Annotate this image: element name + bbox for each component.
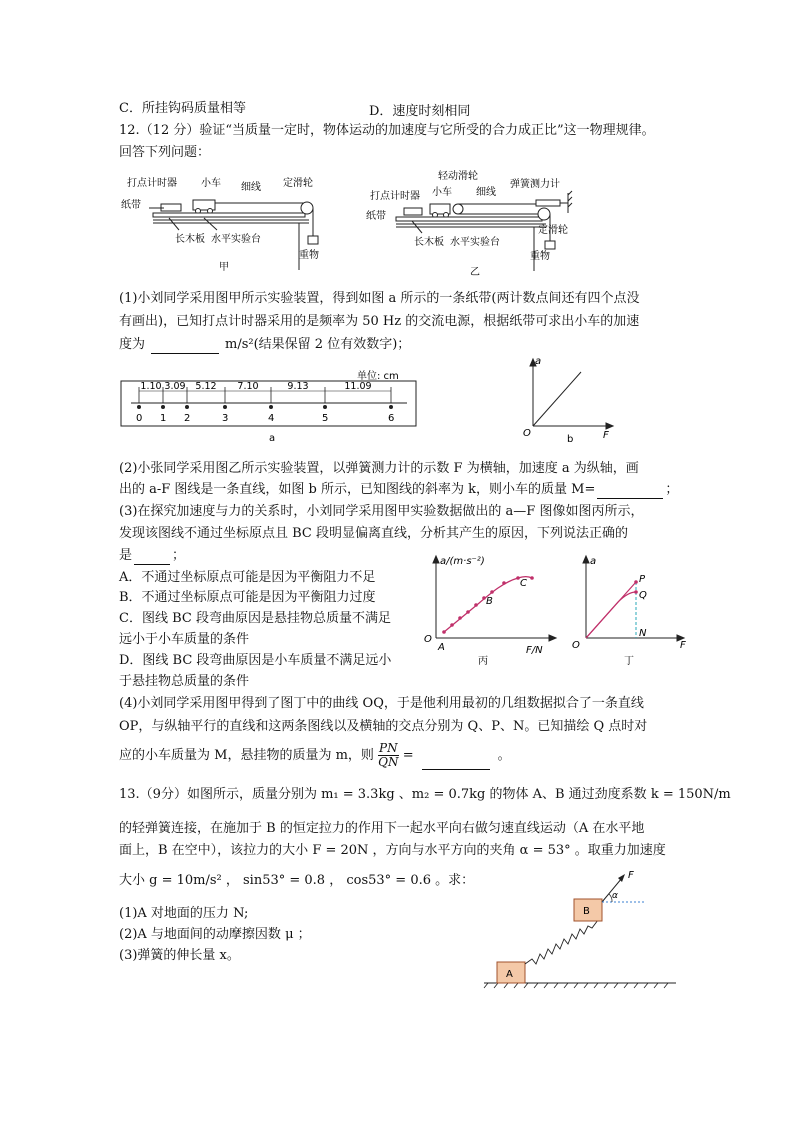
q13-item-2: (2)A 与地面间的动摩擦因数 μ ；: [119, 927, 311, 942]
yi-caption: 乙: [470, 267, 480, 278]
graph-b-origin: O: [523, 428, 531, 439]
q12-p1-answer-blank[interactable]: [151, 353, 219, 354]
q12-p4-line1: (4)小刘同学采用图甲得到了图丁中的曲线 OQ，于是他利用最初的几组数据拟合了一条直线: [119, 696, 644, 711]
tape-segment-value: 5.12: [195, 381, 217, 392]
graph-ding-point-p: P: [639, 574, 646, 585]
yi-board-label: 长木板: [414, 237, 444, 248]
q13-line4: 大小 g = 10m/s² ， sin53° = 0.8 ， cos53° = 0.6 。求：: [119, 873, 475, 888]
jia-string-label: 细线: [241, 182, 261, 193]
q12-p3-option-a: A．不通过坐标原点可能是因为平衡阻力不足: [119, 570, 376, 585]
q12-p1-line1: (1)小刘同学采用图甲所示实验装置，得到如图 a 所示的一条纸带(两计数点间还有四个点没: [119, 291, 640, 306]
q12-p4-line3: [119, 742, 511, 770]
tape-segment-value: 3.09: [164, 381, 186, 392]
q12-p2-line1: (2)小张同学采用图乙所示实验装置，以弹簧测力计的示数 F 为横轴，加速度 a 为纵轴，画: [119, 461, 639, 476]
q13-figure: [482, 866, 682, 990]
graph-bing-point-a: A: [438, 642, 445, 653]
q13-line3: 面上，B 在空中），该拉力的大小 F = 20N ，方向与水平方向的夹角 α = 53° 。取重力加速度: [119, 843, 666, 858]
graph-b-x-axis: F: [603, 430, 609, 441]
jia-timer-label: 打点计时器: [127, 178, 177, 189]
q12-p2-text-a: 出的 a-F 图线是一条直线，如图 b 所示，已知图线的斜率为 k，则小车的质量 M=: [119, 482, 596, 497]
yi-tape-label: 纸带: [366, 211, 386, 222]
graph-bing-point-c: C: [520, 578, 527, 589]
q12-p4-fraction: [378, 742, 399, 769]
graph-bing-dot: [530, 576, 534, 580]
tape-point-label: 6: [388, 413, 395, 424]
graph-ding-caption: 丁: [624, 656, 634, 667]
q13-item-1: (1)A 对地面的压力 N;: [119, 906, 249, 921]
graph-bing-dot: [458, 616, 462, 620]
jia-pulley-label: 定滑轮: [283, 178, 313, 189]
graph-ding-origin: O: [572, 640, 580, 651]
tape-point-label: 1: [160, 413, 167, 424]
q13-block-a-label: A: [506, 969, 513, 980]
q12-p3-option-d: D．图线 BC 段弯曲原因是小车质量不满足远小: [119, 653, 392, 668]
tape-figure-a: [119, 367, 419, 445]
yi-table-label: 水平实验台: [450, 237, 500, 248]
tape-point-label: 2: [184, 413, 191, 424]
graph-bing-dot: [442, 630, 446, 634]
graph-bing-origin: O: [424, 634, 432, 645]
graph-b: [515, 356, 615, 446]
tape-point-label: 3: [222, 413, 229, 424]
q11-option-d: D．速度时刻相同: [369, 104, 471, 119]
graph-bing-dot: [450, 623, 454, 627]
tape-point: [161, 405, 165, 409]
tape-unit-label: 单位: cm: [357, 371, 399, 382]
tape-point: [389, 405, 393, 409]
q12-stem-2: 回答下列问题：: [119, 145, 211, 160]
q12-p1-text-b: m/s²(结果保留 2 位有效数字)；: [225, 337, 411, 352]
graph-ding-point-q: Q: [639, 590, 647, 601]
graph-bing-dot: [502, 581, 506, 585]
graph-ding-point-q-dot: [634, 590, 638, 594]
jia-tape-label: 纸带: [121, 200, 141, 211]
tape-segment-value: 11.09: [344, 381, 372, 392]
jia-caption: 甲: [219, 262, 229, 273]
figure-jia: [119, 170, 339, 278]
tape-marks: [131, 381, 407, 424]
tape-point-label: 5: [322, 413, 329, 424]
jia-board-label: 长木板: [175, 234, 205, 245]
q12-p1-line3: [119, 336, 410, 354]
q13-line2: 的轻弹簧连接，在施加于 B 的恒定拉力的作用下一起水平向右做匀速直线运动（A 在水平地: [119, 821, 645, 836]
tape-segment-value: 7.10: [237, 381, 259, 392]
tape-point: [269, 405, 273, 409]
q12-p3-text-b: ；: [172, 548, 186, 563]
tape-point: [185, 405, 189, 409]
graph-ding-y-axis: a: [590, 556, 597, 567]
q12-p4-text-a: 应的小车质量为 M，悬挂物的质量为 m，则: [119, 748, 374, 763]
q12-p4-frac-den: QN: [378, 755, 399, 769]
jia-weight-label: 重物: [299, 250, 319, 261]
q11-option-c: C．所挂钩码质量相等: [119, 101, 246, 116]
graph-b-y-axis: a: [535, 356, 542, 367]
q12-p2-text-b: ；: [665, 482, 679, 497]
graph-bing-caption: 丙: [478, 656, 488, 667]
graph-ding-x-axis: F: [680, 640, 686, 651]
tape-point: [137, 405, 141, 409]
graph-bing-x-axis: F/N: [526, 645, 543, 656]
yi-string-label: 细线: [476, 187, 496, 198]
q12-p4-frac-num: PN: [379, 741, 398, 755]
q13-block-b-label: B: [583, 906, 590, 917]
jia-cart-label: 小车: [201, 178, 221, 189]
q12-p2-answer-blank[interactable]: [597, 498, 663, 499]
q12-p4-line2: OP，与纵轴平行的直线和这两条图线以及横轴的交点分别为 Q、P、N。已知描绘 Q 点时对: [119, 719, 648, 734]
yi-cart-label: 小车: [432, 187, 452, 198]
q13-spring: [525, 920, 598, 964]
yi-timer-label: 打点计时器: [370, 191, 420, 202]
q12-p4-text-c: 。: [497, 748, 511, 763]
yi-spring-scale-label: 弹簧测力计: [510, 179, 560, 190]
graph-bing: [420, 552, 565, 678]
q13-angle-label: α: [612, 891, 618, 901]
q12-p3-line3: [119, 547, 185, 565]
q12-p2-line2: [119, 481, 678, 499]
graph-bing-dot: [474, 603, 478, 607]
yi-movable-pulley-label: 轻动滑轮: [438, 171, 478, 182]
tape-caption: a: [269, 433, 276, 444]
tape-segment-value: 1.10: [140, 381, 162, 392]
graph-bing-y-axis: a/(m·s⁻²): [440, 556, 485, 567]
tape-point: [223, 405, 227, 409]
yi-fixed-pulley-label: 定滑轮: [538, 225, 568, 236]
q12-p3-line2: 发现该图线不通过坐标原点且 BC 段明显偏离直线，分析其产生的原因，下列说法正确的: [119, 526, 629, 541]
graph-ding-point-n: N: [639, 628, 647, 639]
graph-ding: [568, 552, 693, 678]
q12-p1-line2: 有画出)，已知打点计时器采用的是频率为 50 Hz 的交流电源，根据纸带可求出小车的加速: [119, 314, 640, 329]
q12-p3-answer-blank[interactable]: [134, 564, 170, 565]
q12-p4-answer-blank[interactable]: [422, 751, 490, 770]
figure-yi: [362, 167, 577, 279]
graph-b-caption: b: [567, 434, 574, 445]
q12-p4-text-b: =: [402, 748, 414, 763]
q13-item-3: (3)弹簧的伸长量 x。: [119, 948, 240, 963]
jia-table-label: 水平实验台: [211, 234, 261, 245]
yi-weight-label: 重物: [530, 251, 550, 262]
q12-p1-text-a: 度为: [119, 337, 146, 352]
graph-ding-point-p-dot: [634, 580, 638, 584]
graph-bing-point-b: B: [486, 596, 493, 607]
q12-p3-option-c: C．图线 BC 段弯曲原因是悬挂物总质量不满足: [119, 611, 391, 626]
q12-p3-text-a: 是: [119, 548, 133, 563]
tape-point: [323, 405, 327, 409]
q12-stem-1: 12.（12 分）验证“当质量一定时，物体运动的加速度与它所受的合力成正比”这一物理规律。: [119, 123, 655, 138]
tape-point-label: 4: [268, 413, 275, 424]
q12-p3-line1: (3)在探究加速度与力的关系时，小刘同学采用图甲实验数据做出的 a—F 图像如图丙所示，: [119, 504, 644, 519]
graph-bing-dot: [490, 590, 494, 594]
q13-line1: 13.（9分）如图所示，质量分别为 m₁ = 3.3kg 、m₂ = 0.7kg 的物体 A、B 通过劲度系数 k = 150N/m: [119, 787, 731, 802]
graph-bing-dot: [466, 610, 470, 614]
q12-p3-option-b: B．不通过坐标原点可能是因为平衡阻力过度: [119, 590, 376, 605]
graph-ding-curve-oq: [586, 592, 636, 638]
q13-force-label: F: [628, 870, 634, 881]
q12-p3-option-d-cont: 于悬挂物总质量的条件: [119, 674, 250, 689]
q12-p3-option-c-cont: 远小于小车质量的条件: [119, 632, 250, 647]
tape-segment-value: 9.13: [287, 381, 309, 392]
tape-point-label: 0: [136, 413, 143, 424]
graph-b-line: [533, 372, 581, 426]
